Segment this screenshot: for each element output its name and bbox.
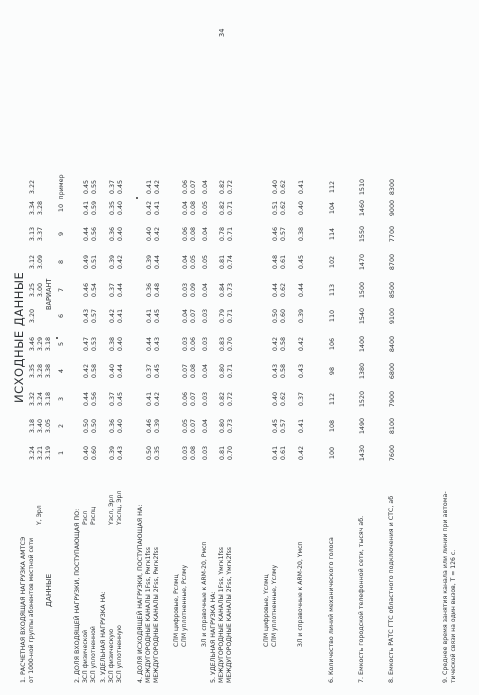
value-r4-v5-1: 0.44 bbox=[145, 336, 153, 352]
value-r8-v8-1: 0.48 bbox=[271, 254, 279, 270]
row-label-4: 4. ДОЛЯ ИСХОДЯЩЕЙ НАГРУЗКИ, ПОСТУПАЮЩАЯ НА: bbox=[137, 504, 144, 683]
value-r3-v4-2: 0.44 bbox=[116, 363, 124, 379]
value-r2-v10-1: 0.41 bbox=[82, 200, 90, 216]
value-r8-v1-1: 0.41 bbox=[271, 445, 279, 461]
value-r7-v8-2: 0.74 bbox=[226, 254, 234, 270]
value-r4-v11-2: 0.42 bbox=[153, 179, 161, 195]
value-r1-v5-3: 3.18 bbox=[44, 336, 52, 352]
value-r11-v9-1: 1550 bbox=[358, 225, 366, 243]
variant-number-9: 9 bbox=[57, 231, 65, 237]
value-r7-v6-1: 0.79 bbox=[218, 308, 226, 324]
value-r5-v3-1: 0.06 bbox=[181, 391, 189, 407]
value-r7-v5-1: 0.83 bbox=[218, 336, 226, 352]
variant-number-11: пример bbox=[57, 174, 65, 200]
value-r10-v4-1: 98 bbox=[328, 366, 336, 376]
value-r2-v3-1: 0.44 bbox=[82, 391, 90, 407]
value-r1-v7-1: 3.25 bbox=[28, 282, 36, 298]
value-r7-v1-1: 0.81 bbox=[218, 445, 226, 461]
row-symbol2-2: Рзслц bbox=[90, 506, 97, 525]
row-sub-label-6: ЗЛ и справочные к ARM-20, Рмсп bbox=[201, 541, 208, 647]
variant-number-4: 4 bbox=[57, 368, 65, 374]
value-r8-v5-1: 0.42 bbox=[271, 336, 279, 352]
value-r5-v9-1: 0.06 bbox=[181, 226, 189, 242]
variant-number-3: 3 bbox=[57, 396, 65, 402]
value-r2-v7-1: 0.46 bbox=[82, 282, 90, 298]
value-r9-v3-1: 0.37 bbox=[297, 391, 305, 407]
row-sub-label-13: тической связи на один вызов, T = 126 с. bbox=[450, 549, 457, 683]
variant-number-10: 10 bbox=[57, 203, 65, 213]
value-r2-v4-2: 0.58 bbox=[90, 363, 98, 379]
value-r9-v9-1: 0.38 bbox=[297, 226, 305, 242]
row-label-1: 1. РАСЧЕТНАЯ ВХОДЯЩАЯ НАГРУЗКА АМТСЭ bbox=[20, 536, 27, 683]
value-r4-v9-2: 0.42 bbox=[153, 226, 161, 242]
value-r4-v9-1: 0.40 bbox=[145, 226, 153, 242]
value-r2-v6-2: 0.57 bbox=[90, 308, 98, 324]
value-r4-v7-2: 0.48 bbox=[153, 282, 161, 298]
value-r12-v1-1: 7600 bbox=[388, 444, 396, 462]
value-r7-v3-2: 0.72 bbox=[226, 391, 234, 407]
value-r6-v7-1: 0.04 bbox=[201, 282, 209, 298]
row-sub-label-5: СЛМ цифровые, Рслмц bbox=[173, 574, 180, 647]
page-title: ИСХОДНЫЕ ДАННЫЕ bbox=[12, 271, 26, 403]
value-r8-v3-1: 0.40 bbox=[271, 391, 279, 407]
value-r8-v4-1: 0.43 bbox=[271, 363, 279, 379]
value-r4-v6-1: 0.41 bbox=[145, 308, 153, 324]
row-label-10: 6. Количество линий механического голоса bbox=[328, 537, 335, 683]
value-r8-v11-1: 0.40 bbox=[271, 179, 279, 195]
value-r4-v8-2: 0.44 bbox=[153, 254, 161, 270]
value-r1-v4-2: 3.28 bbox=[36, 363, 44, 379]
value-r8-v2-2: 0.57 bbox=[279, 418, 287, 434]
value-r6-v2-1: 0.04 bbox=[201, 418, 209, 434]
value-r4-v7-1: 0.36 bbox=[145, 282, 153, 298]
value-r2-v7-2: 0.54 bbox=[90, 282, 98, 298]
value-r7-v3-1: 0.82 bbox=[218, 391, 226, 407]
value-r8-v10-2: 0.62 bbox=[279, 200, 287, 216]
value-r8-v6-2: 0.60 bbox=[279, 308, 287, 324]
value-r2-v4-1: 0.42 bbox=[82, 363, 90, 379]
value-r9-v4-1: 0.43 bbox=[297, 363, 305, 379]
value-r1-v1-2: 3.21 bbox=[36, 445, 44, 461]
value-r7-v10-2: 0.71 bbox=[226, 200, 234, 216]
row-label-3: 3. УДЕЛЬНАЯ НАГРУЗКА НА: bbox=[100, 591, 107, 683]
value-r3-v9-1: 0.36 bbox=[108, 226, 116, 242]
variant-number-7: 7 bbox=[57, 287, 65, 293]
row-sub-label-7: МЕЖДУГОРОДНЫЕ КАНАЛЫ 1Fss, Yмгк1fss bbox=[218, 547, 225, 683]
value-r4-v8-1: 0.39 bbox=[145, 254, 153, 270]
value-r3-v9-2: 0.40 bbox=[116, 226, 124, 242]
value-r1-v3-3: 3.18 bbox=[44, 391, 52, 407]
value-r8-v7-1: 0.44 bbox=[271, 282, 279, 298]
value-r4-v3-1: 0.41 bbox=[145, 391, 153, 407]
value-r12-v2-1: 8100 bbox=[388, 417, 396, 435]
value-r9-v8-1: 0.45 bbox=[297, 254, 305, 270]
value-r4-v4-1: 0.37 bbox=[145, 363, 153, 379]
row-symbol-3: Yзсл, Эрл bbox=[108, 494, 115, 525]
value-r5-v7-2: 0.09 bbox=[189, 282, 197, 298]
value-r7-v2-1: 0.80 bbox=[218, 418, 226, 434]
value-r1-v2-1: 3.18 bbox=[28, 418, 36, 434]
value-r1-v1-3: 3.19 bbox=[44, 445, 52, 461]
variant-header: ВАРИАНТ bbox=[45, 278, 53, 310]
value-r4-v2-1: 0.46 bbox=[145, 418, 153, 434]
value-r4-v2-2: 0.39 bbox=[153, 418, 161, 434]
value-r7-v8-1: 0.81 bbox=[218, 254, 226, 270]
value-r7-v7-1: 0.84 bbox=[218, 282, 226, 298]
value-r3-v6-2: 0.41 bbox=[116, 308, 124, 324]
value-r5-v7-1: 0.03 bbox=[181, 282, 189, 298]
value-r4-v1-1: 0.50 bbox=[145, 445, 153, 461]
variant-number-1: 1 bbox=[57, 450, 65, 456]
value-r1-v2-2: 3.40 bbox=[36, 418, 44, 434]
value-r2-v5-2: 0.53 bbox=[90, 336, 98, 352]
row-sub2-label-7: МЕЖДУГОРОДНЫЕ КАНАЛЫ 2Fss, Yмгк2fss bbox=[226, 547, 233, 683]
value-r1-v7-2: 3.00 bbox=[36, 282, 44, 298]
value-r2-v8-2: 0.51 bbox=[90, 254, 98, 270]
value-r2-v10-2: 0.59 bbox=[90, 200, 98, 216]
value-r5-v5-2: 0.06 bbox=[189, 336, 197, 352]
value-r4-v6-2: 0.45 bbox=[153, 308, 161, 324]
value-r4-v11-1: 0.41 bbox=[145, 179, 153, 195]
value-r9-v11-1: 0.41 bbox=[297, 179, 305, 195]
value-r11-v2-1: 1490 bbox=[358, 417, 366, 435]
value-r8-v6-1: 0.50 bbox=[271, 308, 279, 324]
row-sub2-label-8: СЛМ уплотненные, Yслму bbox=[271, 564, 278, 647]
row-label-7: 5. УДЕЛЬНАЯ НАГРУЗКА НА: bbox=[210, 591, 217, 683]
value-r10-v9-1: 114 bbox=[328, 227, 336, 241]
value-r7-v6-2: 0.71 bbox=[226, 308, 234, 324]
value-r2-v9-2: 0.56 bbox=[90, 226, 98, 242]
value-r7-v2-2: 0.73 bbox=[226, 418, 234, 434]
value-r10-v6-1: 110 bbox=[328, 309, 336, 323]
value-r3-v8-1: 0.39 bbox=[108, 254, 116, 270]
row-symbol-1: Y, Эрл bbox=[36, 505, 43, 525]
value-r6-v10-1: 0.05 bbox=[201, 200, 209, 216]
variant-number-5: 5 bbox=[57, 341, 65, 347]
value-r7-v9-1: 0.78 bbox=[218, 226, 226, 242]
value-r1-v4-3: 3.38 bbox=[44, 363, 52, 379]
value-r5-v2-1: 0.05 bbox=[181, 418, 189, 434]
value-r1-v1-1: 3.24 bbox=[28, 445, 36, 461]
value-r7-v5-2: 0.70 bbox=[226, 336, 234, 352]
value-r11-v10-1: 1460 bbox=[358, 199, 366, 217]
value-r11-v6-1: 1540 bbox=[358, 307, 366, 325]
value-r5-v11-1: 0.06 bbox=[181, 179, 189, 195]
row-label-2: 2. ДОЛЯ ВХОДЯЩЕЙ НАГРУЗКИ, ПОСТУПАЮЩАЯ ПО: bbox=[74, 508, 81, 683]
variant-number-6: 6 bbox=[57, 313, 65, 319]
value-r2-v3-2: 0.56 bbox=[90, 391, 98, 407]
value-r8-v8-2: 0.61 bbox=[279, 254, 287, 270]
value-r8-v5-2: 0.58 bbox=[279, 336, 287, 352]
value-r8-v11-2: 0.62 bbox=[279, 179, 287, 195]
value-r10-v1-1: 100 bbox=[328, 446, 336, 460]
value-r2-v2-1: 0.50 bbox=[82, 418, 90, 434]
value-r1-v3-2: 3.24 bbox=[36, 391, 44, 407]
value-r6-v1-1: 0.03 bbox=[201, 445, 209, 461]
value-r8-v10-1: 0.51 bbox=[271, 200, 279, 216]
value-r12-v11-1: 8300 bbox=[388, 178, 396, 196]
row-sub-label-4: МЕЖДУГОРОДНЫЕ КАНАЛЫ 1Fss, Рмгк1fss bbox=[145, 547, 152, 683]
value-r8-v2-1: 0.45 bbox=[271, 418, 279, 434]
value-r6-v3-1: 0.03 bbox=[201, 391, 209, 407]
row-label-11: 7. Емкость городской телефонной сети, тысяч аб. bbox=[358, 515, 365, 683]
value-r12-v4-1: 6800 bbox=[388, 362, 396, 380]
value-r5-v10-2: 0.08 bbox=[189, 200, 197, 216]
value-r5-v5-1: 0.03 bbox=[181, 336, 189, 352]
row-sub2-label-4: МЕЖДУГОРОДНЫЕ КАНАЛЫ 2Fss, Рмгк2fss bbox=[153, 547, 160, 683]
value-r8-v1-2: 0.61 bbox=[279, 445, 287, 461]
value-r6-v11-1: 0.04 bbox=[201, 179, 209, 195]
value-r10-v10-1: 104 bbox=[328, 201, 336, 215]
row-label-13: 9. Среднее время занятия канала или линии при автома- bbox=[442, 491, 449, 683]
value-r10-v2-1: 108 bbox=[328, 419, 336, 433]
value-r8-v9-2: 0.57 bbox=[279, 226, 287, 242]
value-r10-v5-1: 106 bbox=[328, 337, 336, 351]
value-r7-v7-2: 0.73 bbox=[226, 282, 234, 298]
value-r1-v4-1: 3.35 bbox=[28, 363, 36, 379]
value-r1-v9-2: 3.37 bbox=[36, 226, 44, 242]
value-r2-v1-2: 0.60 bbox=[90, 445, 98, 461]
value-r5-v1-2: 0.08 bbox=[189, 445, 197, 461]
value-r7-v10-1: 0.82 bbox=[218, 200, 226, 216]
value-r12-v5-1: 8400 bbox=[388, 335, 396, 353]
value-r3-v10-1: 0.35 bbox=[108, 200, 116, 216]
value-r7-v9-2: 0.71 bbox=[226, 226, 234, 242]
value-r8-v3-2: 0.62 bbox=[279, 391, 287, 407]
value-r6-v6-1: 0.03 bbox=[201, 308, 209, 324]
value-r11-v1-1: 1430 bbox=[358, 444, 366, 462]
row-sub2-label-5: СЛМ уплотненные, Рслму bbox=[181, 564, 188, 647]
value-r5-v8-1: 0.04 bbox=[181, 254, 189, 270]
value-r1-v9-1: 3.13 bbox=[28, 226, 36, 242]
value-r12-v9-1: 7700 bbox=[388, 225, 396, 243]
value-r5-v4-1: 0.07 bbox=[181, 363, 189, 379]
value-r4-v4-2: 0.45 bbox=[153, 363, 161, 379]
value-r1-v10-2: 3.28 bbox=[36, 200, 44, 216]
value-r3-v5-1: 0.38 bbox=[108, 336, 116, 352]
value-r10-v7-1: 113 bbox=[328, 283, 336, 297]
value-r8-v7-2: 0.62 bbox=[279, 282, 287, 298]
value-r5-v4-2: 0.08 bbox=[189, 363, 197, 379]
value-r12-v3-1: 7900 bbox=[388, 390, 396, 408]
row-sub-label-3: ЗСЛ физическую bbox=[108, 628, 115, 683]
value-r2-v5-1: 0.47 bbox=[82, 336, 90, 352]
value-r7-v11-2: 0.72 bbox=[226, 179, 234, 195]
value-r1-v5-2: 3.29 bbox=[36, 336, 44, 352]
value-r11-v8-1: 1470 bbox=[358, 253, 366, 271]
value-r2-v6-1: 0.43 bbox=[82, 308, 90, 324]
value-r1-v11-1: 3.22 bbox=[28, 179, 36, 195]
variant-number-2: 2 bbox=[57, 423, 65, 429]
oval-variant-6 bbox=[56, 337, 58, 339]
value-r1-v8-1: 3.12 bbox=[28, 254, 36, 270]
value-r4-v1-2: 0.35 bbox=[153, 445, 161, 461]
value-r10-v11-1: 112 bbox=[328, 180, 336, 194]
value-r8-v4-2: 0.58 bbox=[279, 363, 287, 379]
value-r12-v8-1: 8700 bbox=[388, 253, 396, 271]
row-sub2-label-3: ЗСЛ уплотненную bbox=[116, 625, 123, 683]
value-r11-v11-1: 1510 bbox=[358, 178, 366, 196]
value-r4-v10-1: 0.42 bbox=[145, 200, 153, 216]
value-r7-v1-2: 0.70 bbox=[226, 445, 234, 461]
value-r1-v3-1: 3.32 bbox=[28, 391, 36, 407]
page-number: 34 bbox=[218, 28, 226, 37]
value-r10-v8-1: 102 bbox=[328, 255, 336, 269]
row-sub-label-9: ЗЛ и справочные к ARM-20, Yмсп bbox=[297, 541, 304, 647]
row-sub-label-8: СЛМ цифровые, Yслмц bbox=[263, 574, 270, 647]
value-r1-v6-1: 3.20 bbox=[28, 308, 36, 324]
value-r5-v8-2: 0.05 bbox=[189, 254, 197, 270]
value-r9-v1-1: 0.42 bbox=[297, 445, 305, 461]
value-r1-v2-3: 3.05 bbox=[44, 418, 52, 434]
value-r9-v10-1: 0.40 bbox=[297, 200, 305, 216]
value-r3-v11-1: 0.37 bbox=[108, 179, 116, 195]
data-column-header: ДАННЫЕ bbox=[44, 573, 53, 607]
value-r3-v10-2: 0.40 bbox=[116, 200, 124, 216]
value-r5-v2-2: 0.07 bbox=[189, 418, 197, 434]
row-sub-label-1: от 1000-ной группы абонентов местной сети bbox=[28, 537, 35, 683]
value-r2-v2-2: 0.50 bbox=[90, 418, 98, 434]
value-r3-v2-2: 0.40 bbox=[116, 418, 124, 434]
value-r6-v5-1: 0.03 bbox=[201, 336, 209, 352]
value-r2-v11-2: 0.55 bbox=[90, 179, 98, 195]
value-r3-v1-1: 0.39 bbox=[108, 445, 116, 461]
value-r11-v7-1: 1500 bbox=[358, 281, 366, 299]
value-r7-v4-2: 0.71 bbox=[226, 363, 234, 379]
value-r9-v5-1: 0.42 bbox=[297, 336, 305, 352]
value-r11-v5-1: 1400 bbox=[358, 335, 366, 353]
value-r3-v8-2: 0.42 bbox=[116, 254, 124, 270]
value-r9-v6-1: 0.39 bbox=[297, 308, 305, 324]
value-r1-v5-1: 3.46 bbox=[28, 336, 36, 352]
value-r8-v9-1: 0.46 bbox=[271, 226, 279, 242]
value-r4-v10-2: 0.41 bbox=[153, 200, 161, 216]
oval-example-row4 bbox=[136, 197, 138, 199]
value-r12-v7-1: 8500 bbox=[388, 281, 396, 299]
value-r3-v3-2: 0.45 bbox=[116, 391, 124, 407]
value-r11-v4-1: 1380 bbox=[358, 362, 366, 380]
value-r3-v3-1: 0.37 bbox=[108, 391, 116, 407]
value-r2-v1-1: 0.40 bbox=[82, 445, 90, 461]
row-sub2-label-2: ЗСЛ уплотненной bbox=[90, 626, 97, 683]
row-sub-label-2: ЗСЛ физической bbox=[82, 629, 89, 683]
value-r4-v5-2: 0.43 bbox=[153, 336, 161, 352]
row-symbol-2: Рзсл bbox=[82, 510, 89, 525]
value-r3-v5-2: 0.40 bbox=[116, 336, 124, 352]
value-r12-v10-1: 9000 bbox=[388, 199, 396, 217]
value-r6-v8-1: 0.05 bbox=[201, 254, 209, 270]
value-r5-v11-2: 0.07 bbox=[189, 179, 197, 195]
value-r7-v4-1: 0.80 bbox=[218, 363, 226, 379]
value-r9-v7-1: 0.44 bbox=[297, 282, 305, 298]
value-r3-v6-1: 0.42 bbox=[108, 308, 116, 324]
value-r12-v6-1: 9100 bbox=[388, 307, 396, 325]
value-r10-v3-1: 112 bbox=[328, 392, 336, 406]
value-r2-v9-1: 0.44 bbox=[82, 226, 90, 242]
value-r5-v3-2: 0.07 bbox=[189, 391, 197, 407]
variant-number-8: 8 bbox=[57, 259, 65, 265]
row-symbol2-3: Yзслц, Эрл bbox=[116, 490, 123, 525]
value-r3-v11-2: 0.45 bbox=[116, 179, 124, 195]
row-label-12: 8. Емкость РАТС ГТС областного подключения и СТС, аб bbox=[388, 495, 395, 683]
value-r2-v8-1: 0.49 bbox=[82, 254, 90, 270]
value-r6-v9-1: 0.04 bbox=[201, 226, 209, 242]
value-r3-v7-1: 0.37 bbox=[108, 282, 116, 298]
value-r9-v2-1: 0.41 bbox=[297, 418, 305, 434]
value-r7-v11-1: 0.82 bbox=[218, 179, 226, 195]
value-r5-v1-1: 0.03 bbox=[181, 445, 189, 461]
value-r5-v6-2: 0.07 bbox=[189, 308, 197, 324]
value-r5-v10-1: 0.04 bbox=[181, 200, 189, 216]
value-r1-v8-2: 3.09 bbox=[36, 254, 44, 270]
value-r5-v6-1: 0.04 bbox=[181, 308, 189, 324]
value-r4-v3-2: 0.42 bbox=[153, 391, 161, 407]
value-r2-v11-1: 0.45 bbox=[82, 179, 90, 195]
value-r1-v10-1: 3.34 bbox=[28, 200, 36, 216]
value-r3-v7-2: 0.44 bbox=[116, 282, 124, 298]
value-r5-v9-2: 0.08 bbox=[189, 226, 197, 242]
value-r6-v4-1: 0.04 bbox=[201, 363, 209, 379]
value-r3-v4-1: 0.40 bbox=[108, 363, 116, 379]
value-r3-v1-2: 0.43 bbox=[116, 445, 124, 461]
value-r3-v2-1: 0.36 bbox=[108, 418, 116, 434]
value-r11-v3-1: 1520 bbox=[358, 390, 366, 408]
